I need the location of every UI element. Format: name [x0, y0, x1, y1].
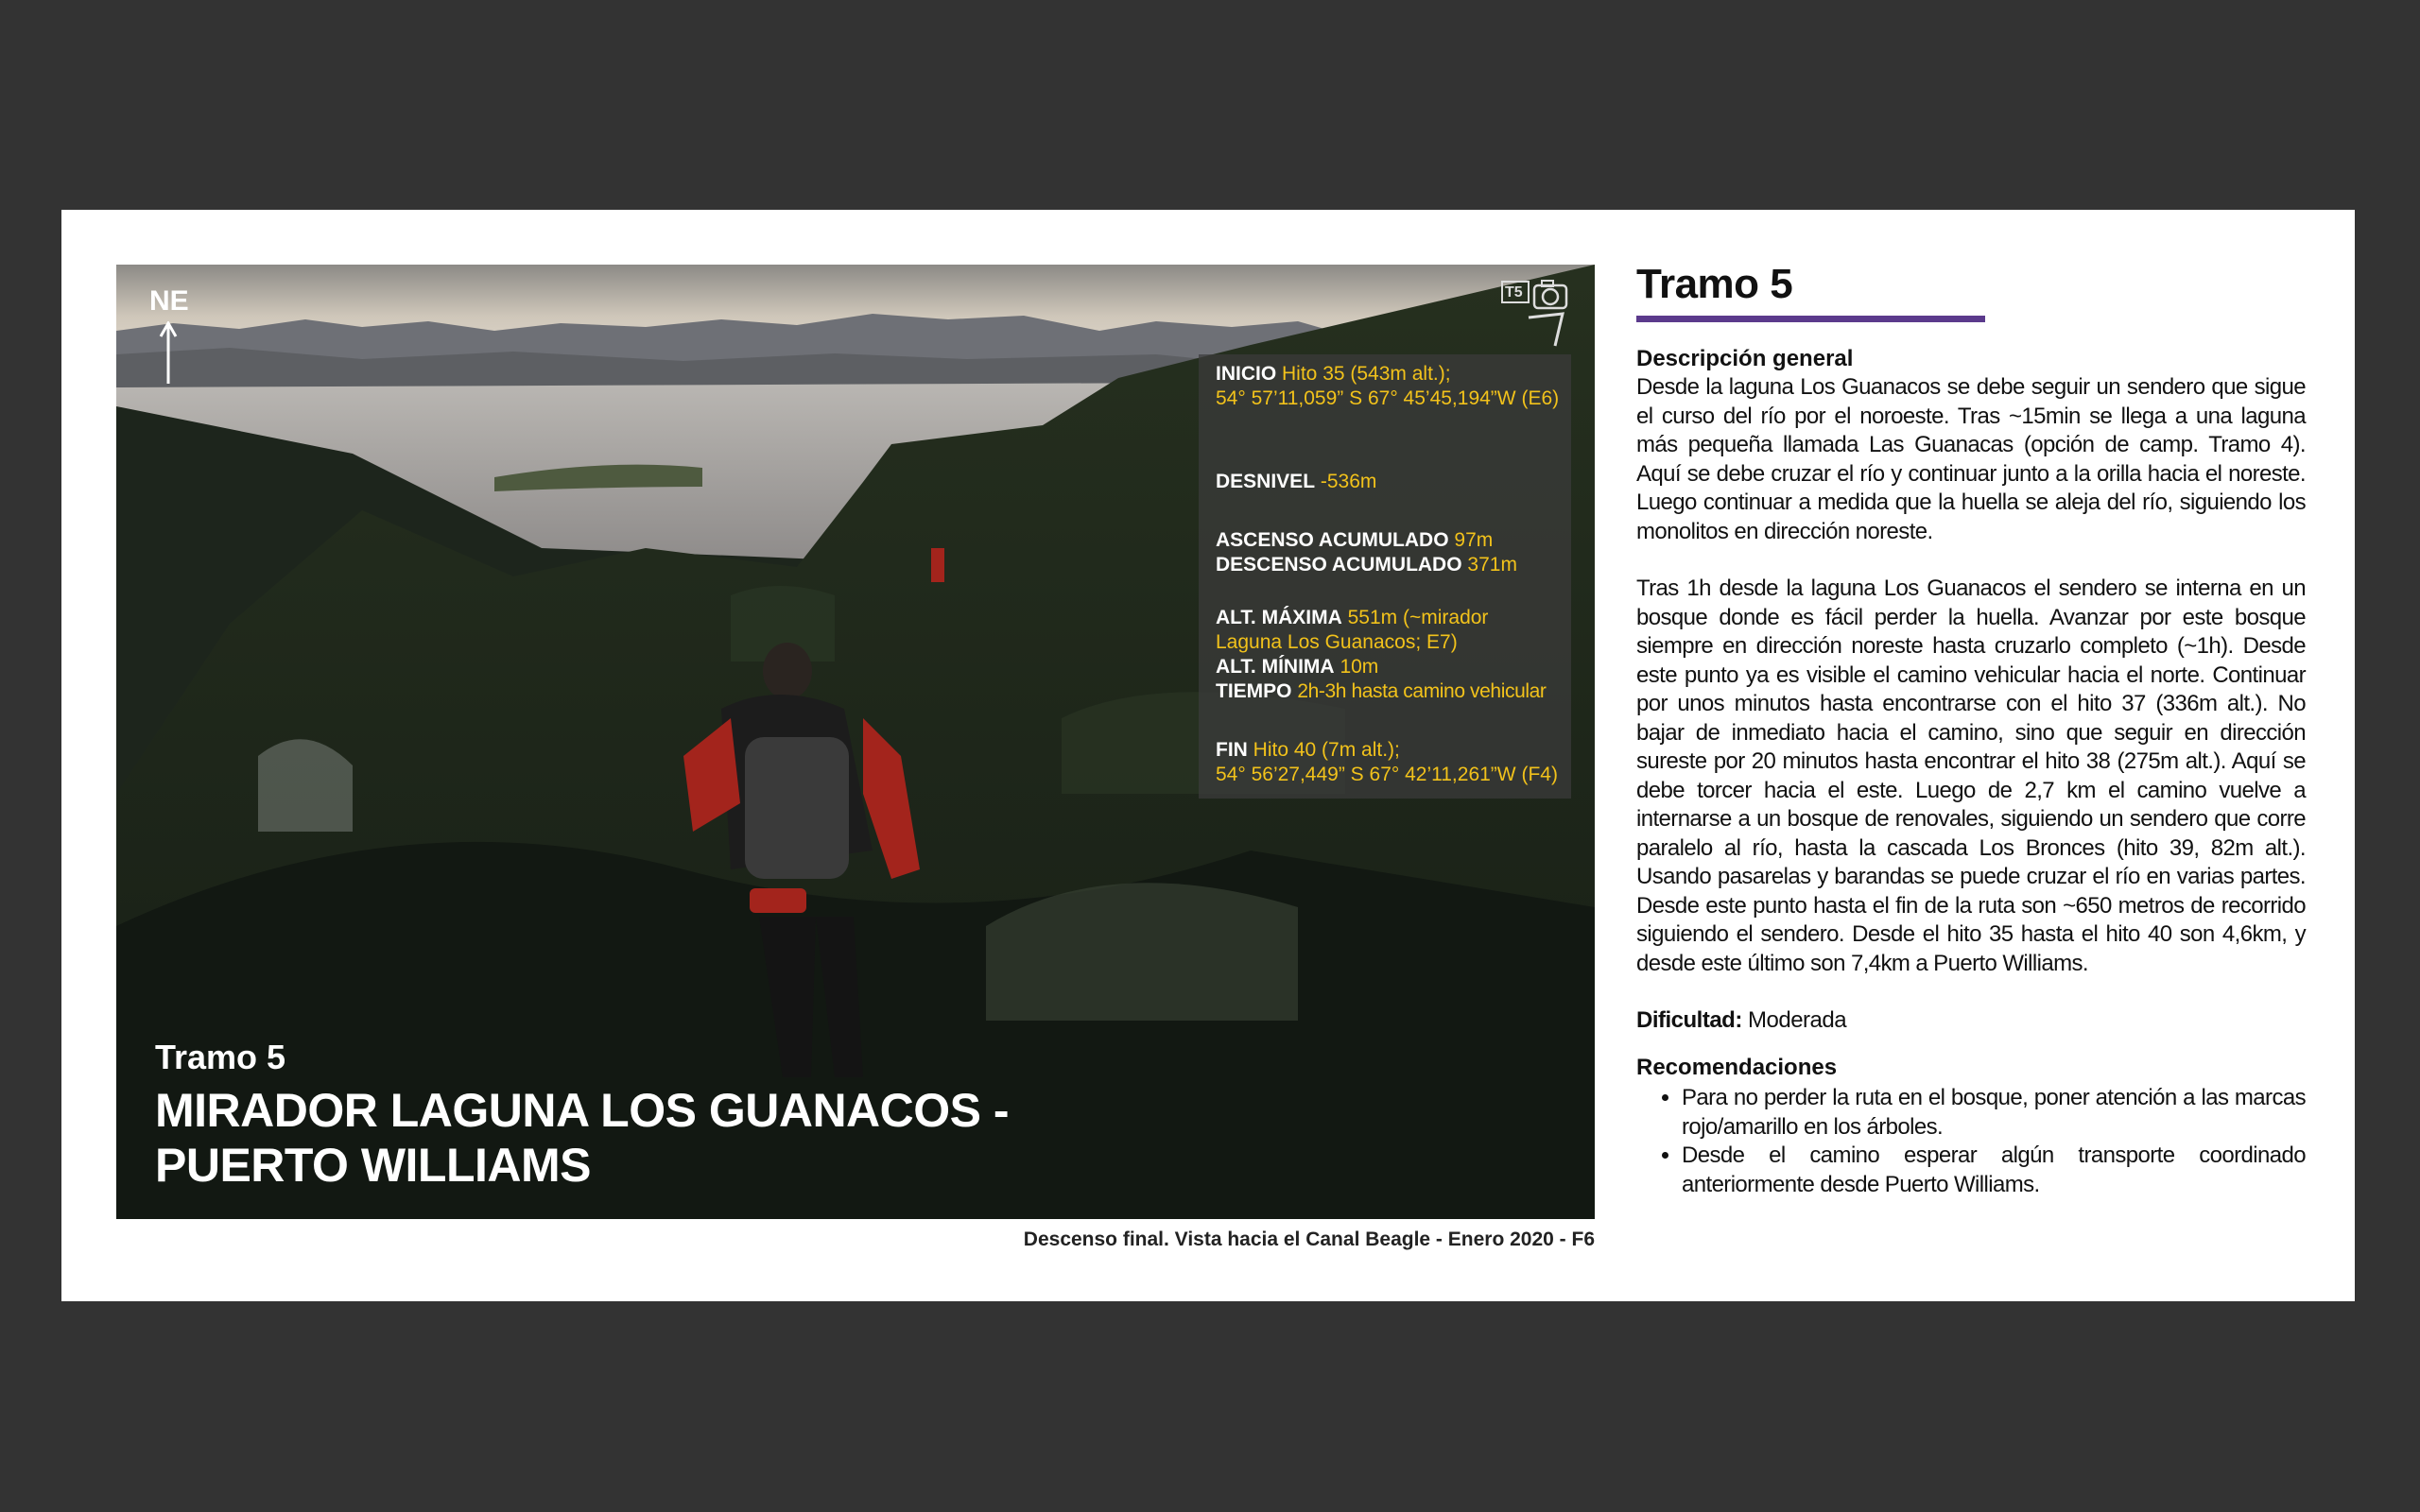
- photo-subtitle: Tramo 5: [155, 1038, 286, 1076]
- info-label: DESNIVEL: [1216, 471, 1316, 492]
- info-value: 371m: [1467, 554, 1517, 576]
- title-underline: [1636, 316, 1985, 322]
- info-altmax: [1216, 606, 1571, 655]
- rec-heading: Recomendaciones: [1636, 1055, 1838, 1080]
- info-label: INICIO: [1216, 363, 1277, 385]
- info-value: 551m (~mirador: [1347, 607, 1489, 628]
- info-descenso: [1216, 553, 1571, 577]
- info-value: Laguna Los Guanacos; E7): [1216, 631, 1458, 653]
- info-value: Hito 35 (543m alt.);: [1282, 363, 1451, 385]
- difficulty-label: Dificultad:: [1636, 1007, 1742, 1033]
- list-item: • Desde el camino esperar algún transporte coordinado anteriormente desde Puerto Williams.: [1682, 1142, 2306, 1199]
- camera-marker: [1500, 278, 1576, 349]
- page-title: Tramo 5: [1636, 261, 1793, 307]
- info-altmin: [1216, 655, 1571, 679]
- north-east-compass: [149, 285, 187, 384]
- info-value: 54° 57’11,059” S 67° 45’45,194”W (E6): [1216, 387, 1560, 409]
- info-value: 2h-3h hasta camino vehicular: [1297, 680, 1547, 702]
- description-column: [1636, 259, 2306, 1199]
- info-inicio: [1216, 362, 1571, 411]
- info-tiempo: [1216, 679, 1571, 704]
- compass-label: NE: [149, 285, 189, 317]
- info-value: Hito 40 (7m alt.);: [1253, 739, 1400, 761]
- info-label: ASCENSO ACUMULADO: [1216, 529, 1449, 551]
- photo-caption: Descenso final. Vista hacia el Canal Beagle - Enero 2020 - F6: [1023, 1228, 1595, 1250]
- info-value: 54° 56’27,449” S 67° 42’11,261”W (F4): [1216, 764, 1558, 785]
- desc-paragraph-1: Desde la laguna Los Guanacos se debe seguir un sendero que sigue el curso del río por el noroeste. Tras ~15min se llega a una laguna más pequeña llamada Las Guanacas (opción de camp. Tramo 4). Aquí se debe cruzar el río y continuar junto a la orilla hacia el noreste. Luego continuar a medida que la huella se aleja del río, siguiendo los monolitos en dirección noreste.: [1636, 374, 2306, 544]
- photo-title-line2: PUERTO WILLIAMS: [155, 1139, 592, 1192]
- info-fin: [1216, 738, 1571, 787]
- desc-paragraph-2: Tras 1h desde la laguna Los Guanacos el sendero se interna en un bosque donde es fácil perder la huella. Avanzar por este bosque siempre en dirección noreste hasta cruzarlo completo (~1h). Desde este punto ya es visible el camino vehicular hacia el norte. Continuar por unos minutos hasta encontrarse con el hito 37 (336m alt.). No bajar de inmediato hacia el camino, sino que seguir en dirección sureste por 20 minutos hasta encontrar el hito 38 (275m alt.). Aquí se debe torcer hacia el este. Luego de 2,7 km el camino vuelve a internarse a un bosque de renovales, siguiendo un sendero que corre paralelo al río, hasta la cascada Los Bronces (hito 39, 82m alt.). Usando pasarelas y barandas se puede cruzar el río en varias partes. Desde este punto hasta el fin de la ruta son ~650 metros de recorrido siguiendo el sendero. Desde el hito 35 hasta el hito 40 son 4,6km, y desde este último son 7,4km a Puerto Williams.: [1636, 576, 2306, 976]
- info-value: 10m: [1340, 656, 1379, 678]
- photo-title-overlay: [155, 1038, 1009, 1193]
- info-value: -536m: [1320, 471, 1377, 492]
- info-label: DESCENSO ACUMULADO: [1216, 554, 1462, 576]
- info-desnivel: [1216, 470, 1571, 494]
- guide-page: [61, 210, 2355, 1301]
- info-label: FIN: [1216, 739, 1248, 761]
- info-label: ALT. MÁXIMA: [1216, 607, 1342, 628]
- camera-tag: T5: [1505, 284, 1523, 301]
- arrow-up-icon: [159, 321, 178, 384]
- photo-title-line1: MIRADOR LAGUNA LOS GUANACOS -: [155, 1084, 1010, 1137]
- info-label: TIEMPO: [1216, 680, 1292, 702]
- rec-list: [1636, 1084, 2306, 1199]
- desc-heading: Descripción general: [1636, 346, 1854, 371]
- difficulty: [1636, 1006, 2306, 1035]
- route-photo: [116, 265, 1595, 1219]
- info-label: ALT. MÍNIMA: [1216, 656, 1335, 678]
- list-item: • Para no perder la ruta en el bosque, poner atención a las marcas rojo/amarillo en los árboles.: [1682, 1084, 2306, 1142]
- route-info-box: [1199, 354, 1571, 799]
- difficulty-value: Moderada: [1748, 1007, 1847, 1033]
- info-ascenso: [1216, 528, 1571, 553]
- info-value: 97m: [1454, 529, 1494, 551]
